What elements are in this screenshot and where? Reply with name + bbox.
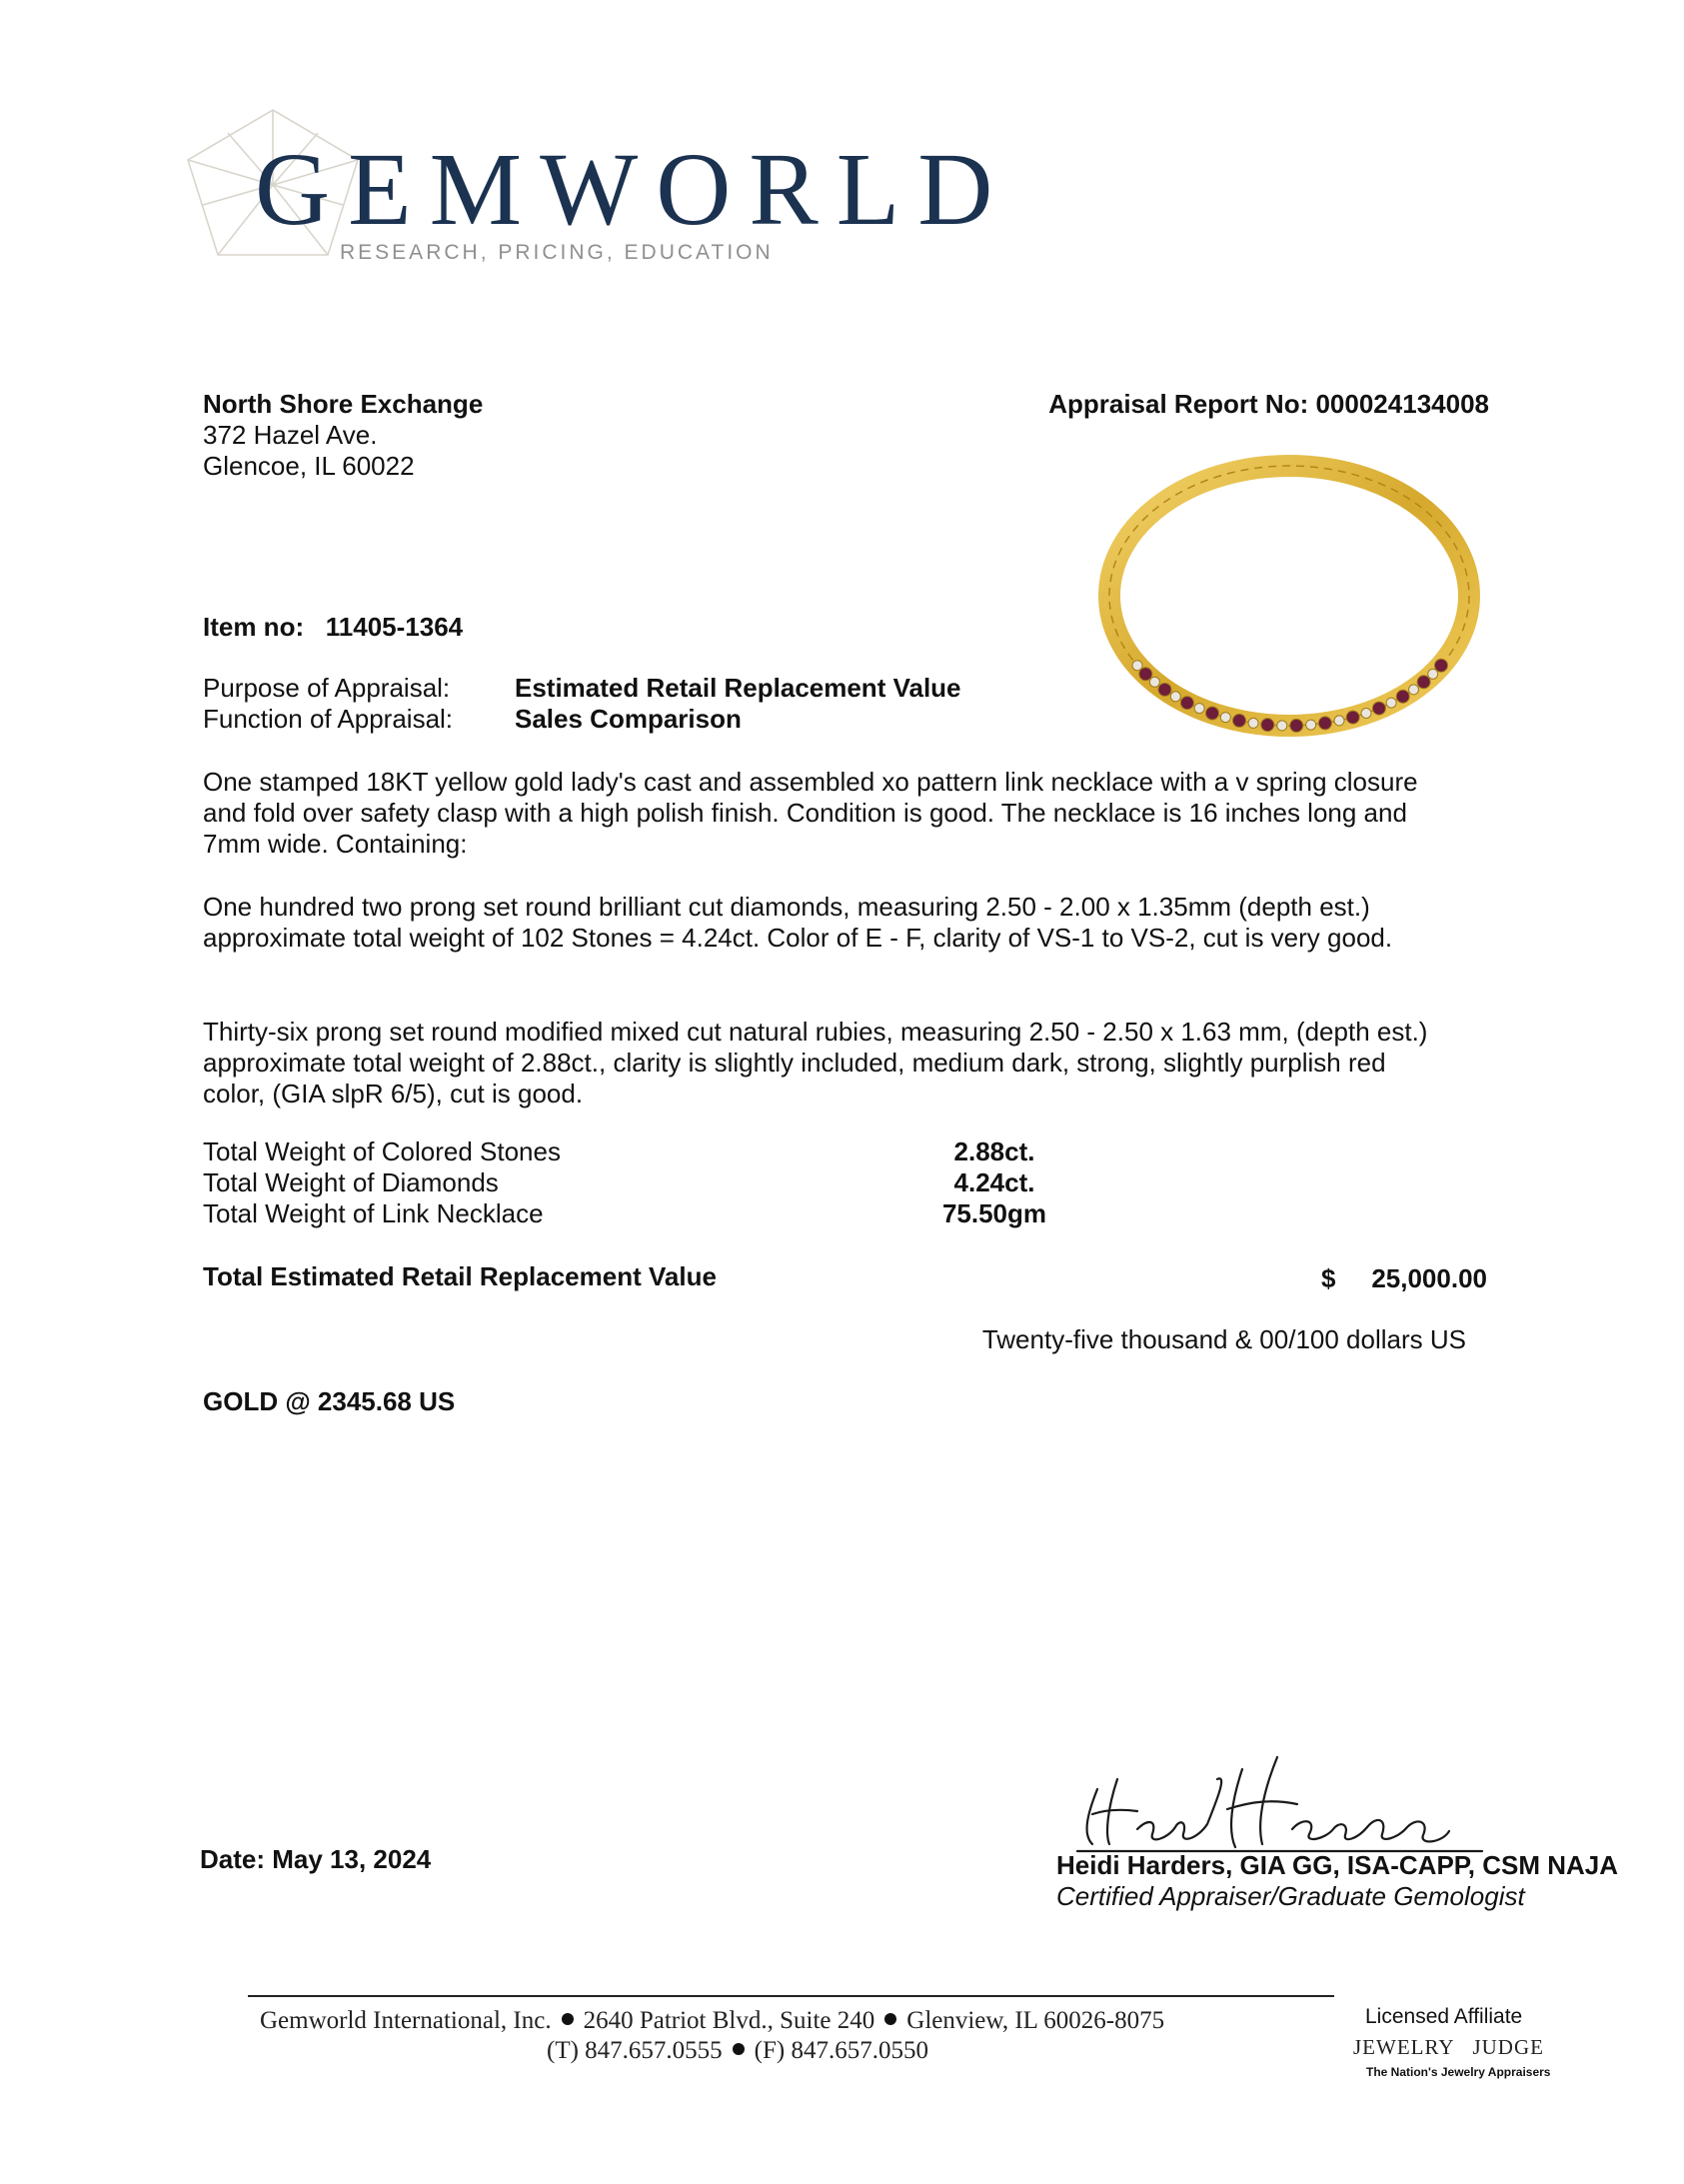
weight-value: 75.50gm <box>941 1198 1047 1228</box>
footer-street: 2640 Patriot Blvd., Suite 240 <box>583 2007 875 2034</box>
report-date: Date: May 13, 2024 <box>200 1844 432 1874</box>
signer-title: Certified Appraiser/Graduate Gemologist <box>1056 1881 1525 1911</box>
footer-address <box>260 2006 1259 2036</box>
total-value-words: Twenty-five thousand & 00/100 dollars US <box>981 1324 1466 1354</box>
weight-value: 4.24ct. <box>953 1167 1035 1197</box>
footer-fax: (F) 847.657.0550 <box>754 2037 928 2064</box>
signature-image <box>1057 1739 1497 1859</box>
bullet-icon <box>884 2013 896 2025</box>
total-currency: $ <box>1321 1263 1336 1293</box>
footer-phone: (T) 847.657.0555 <box>547 2037 723 2064</box>
client-address-line2: Glencoe, IL 60022 <box>203 451 415 481</box>
bullet-icon <box>733 2043 745 2055</box>
footer-contact <box>547 2036 928 2066</box>
weight-label: Total Weight of Diamonds <box>203 1167 499 1197</box>
footer-divider <box>248 1995 1334 1997</box>
function-value: Sales Comparison <box>515 704 742 734</box>
item-number-value: 11405-1364 <box>325 612 464 642</box>
purpose-label: Purpose of Appraisal: <box>203 673 451 703</box>
client-address-line1: 372 Hazel Ave. <box>203 420 378 450</box>
item-number-label: Item no: <box>203 612 305 642</box>
footer-company: Gemworld International, Inc. <box>260 2007 552 2034</box>
client-name: North Shore Exchange <box>203 389 484 419</box>
jewelry-judge-logo: JEWELRY JUDGE <box>1353 2035 1544 2059</box>
report-number: Appraisal Report No: 000024134008 <box>1048 389 1489 419</box>
description-diamonds: One hundred two prong set round brilliant cut diamonds, measuring 2.50 - 2.00 x 1.35mm (depth est.) approximate total weight of 102 Stones = 4.24ct. Color of E - F, clarity of VS-1 to VS-2, cut is very good. <box>203 892 1393 953</box>
function-row <box>203 704 742 735</box>
weight-label: Total Weight of Link Necklace <box>203 1198 544 1228</box>
necklace-photo <box>1089 446 1489 746</box>
description-rubies: Thirty-six prong set round modified mixed cut natural rubies, measuring 2.50 - 2.50 x 1.63 mm, (depth est.) approximate total weight of 2.88ct., clarity is slightly included, medium dark, strong, slightly purplish red color, (GIA slpR 6/5), cut is good. <box>203 1017 1428 1108</box>
description-necklace: One stamped 18KT yellow gold lady's cast and assembled xo pattern link necklace with a v spring closure and fold over safety clasp with a high polish finish. Condition is good. The necklace is 16 inches long and 7mm wide. Containing: <box>203 767 1418 859</box>
signer-name: Heidi Harders, GIA GG, ISA-CAPP, CSM NAJA <box>1056 1850 1619 1880</box>
total-value-label: Total Estimated Retail Replacement Value <box>203 1261 717 1291</box>
affiliate-label: Licensed Affiliate <box>1365 2005 1523 2028</box>
total-value: 25,000.00 <box>1371 1263 1487 1293</box>
logo-tagline: RESEARCH, PRICING, EDUCATION <box>340 241 774 264</box>
weight-value: 2.88ct. <box>953 1136 1035 1166</box>
gemworld-logo: GEMWORLD <box>255 132 1011 247</box>
footer-city: Glenview, IL 60026-8075 <box>906 2007 1165 2034</box>
function-label: Function of Appraisal: <box>203 704 454 734</box>
bullet-icon <box>562 2013 574 2025</box>
gold-price: GOLD @ 2345.68 US <box>203 1386 456 1416</box>
purpose-value: Estimated Retail Replacement Value <box>515 673 961 703</box>
item-number <box>203 612 463 643</box>
jewelry-judge-tagline: The Nation's Jewelry Appraisers <box>1366 2065 1551 2079</box>
weight-label: Total Weight of Colored Stones <box>203 1136 561 1166</box>
purpose-row <box>203 673 961 704</box>
